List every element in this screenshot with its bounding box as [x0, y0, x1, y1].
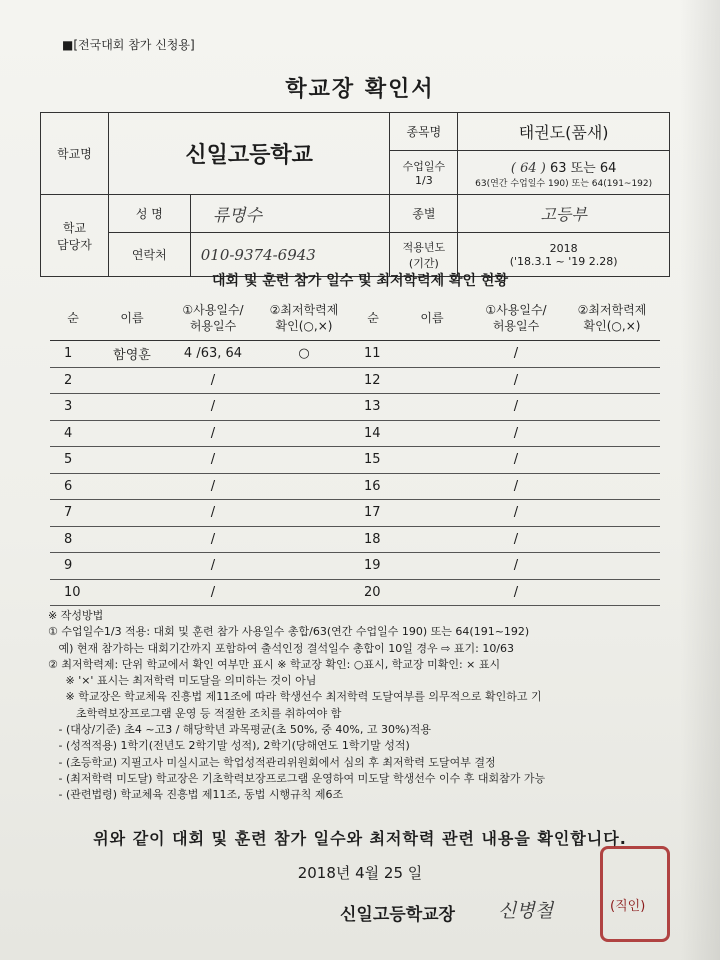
row-min-left — [258, 473, 350, 500]
row-min-right — [564, 394, 660, 421]
row-days-right: / — [468, 553, 564, 580]
row-name-right — [396, 553, 468, 580]
row-name-right — [396, 473, 468, 500]
row-days-left: / — [168, 394, 258, 421]
row-days-left: / — [168, 447, 258, 474]
document-date: 2018년 4월 25 일 — [297, 864, 423, 882]
instruction-line: ※ 학교장은 학교체육 진흥법 제11조에 따라 학생선수 최저학력 도달여부를 의무적으로 확인하고 기 — [48, 690, 542, 704]
table-header — [50, 296, 660, 341]
manager-name: 류명수 — [190, 195, 390, 233]
page-shadow — [680, 0, 720, 960]
school-days-label: 수업일수 1/3 — [390, 151, 458, 195]
row-name-right — [396, 420, 468, 447]
principal-title: 신일고등학교장 — [340, 905, 455, 925]
table-row — [50, 473, 660, 500]
row-days-right: / — [468, 473, 564, 500]
category-value: 고등부 — [458, 195, 670, 233]
row-name-left — [96, 526, 168, 553]
row-min-left: ○ — [258, 341, 350, 368]
row-name-left — [96, 447, 168, 474]
instruction-line: - (대상/기준) 초4 ~고3 / 해당학년 과목평균(초 50%, 중 40%, 고 30%)적용 — [48, 723, 431, 737]
row-min-right — [564, 526, 660, 553]
table-row — [50, 367, 660, 394]
school-days-note: 63(연간 수업일수 190) 또는 64(191~192) — [475, 178, 653, 189]
row-order-right: 12 — [350, 367, 396, 394]
table-row — [50, 579, 660, 606]
row-order-right: 13 — [350, 394, 396, 421]
school-days-value — [458, 151, 670, 195]
row-min-left — [258, 420, 350, 447]
instruction-line: ※ '×' 표시는 최저학력 미도달을 의미하는 것이 아님 — [48, 674, 317, 688]
row-days-right: / — [468, 500, 564, 527]
row-name-left — [96, 553, 168, 580]
row-order-left: 3 — [50, 394, 96, 421]
instruction-line: - (초등학교) 지필고사 미실시교는 학업성적관리위원회에서 심의 후 최저학력 도달여부 결정 — [48, 755, 496, 769]
sport-label: 종목명 — [390, 113, 458, 151]
year-value: 2018 ('18.3.1 ~ '19 2.28) — [458, 233, 670, 277]
row-min-right — [564, 500, 660, 527]
row-name-left — [96, 579, 168, 606]
header-days-right: ①사용일수/ 허용일수 — [468, 296, 564, 341]
row-min-right — [564, 553, 660, 580]
table-row — [50, 420, 660, 447]
row-order-left: 4 — [50, 420, 96, 447]
row-days-left: 4 /63, 64 — [168, 341, 258, 368]
instruction-line: - (성적적용) 1학기(전년도 2학기말 성적), 2학기(당해연도 1학기말 성적) — [48, 739, 410, 753]
row-days-left: / — [168, 420, 258, 447]
manager-name-label: 성 명 — [108, 195, 190, 233]
table-row — [50, 526, 660, 553]
row-order-left: 8 — [50, 526, 96, 553]
table-row — [50, 553, 660, 580]
row-min-right — [564, 367, 660, 394]
row-name-left: 함영훈 — [96, 341, 168, 368]
row-order-left: 9 — [50, 553, 96, 580]
row-days-right: / — [468, 394, 564, 421]
participation-table — [50, 296, 660, 606]
row-name-right — [396, 579, 468, 606]
confirmation-statement: 위와 같이 대회 및 훈련 참가 일수와 최저학력 관련 내용을 확인합니다. — [93, 829, 627, 848]
row-min-right — [564, 341, 660, 368]
table-row — [50, 341, 660, 368]
document-title: 학교장 확인서 — [285, 77, 435, 102]
instruction-line: ※ 작성방법 — [48, 609, 104, 622]
table-row — [50, 394, 660, 421]
official-seal — [600, 846, 670, 942]
sport-value: 태권도(품새) — [458, 113, 670, 151]
row-name-right — [396, 447, 468, 474]
row-order-left: 2 — [50, 367, 96, 394]
row-name-right — [396, 526, 468, 553]
row-min-left — [258, 394, 350, 421]
instruction-line: ① 수업일수1/3 적용: 대회 및 훈련 참가 사용일수 총합/63(연간 수업일수 190) 또는 64(191~192) — [48, 625, 530, 639]
row-days-left: / — [168, 367, 258, 394]
row-days-left: / — [168, 473, 258, 500]
row-name-left — [96, 473, 168, 500]
school-info-table — [40, 112, 670, 277]
instruction-line: 예) 현재 참가하는 대회기간까지 포함하여 출석인정 결석일수 총합이 10일 경우 ⇨ 표기: 10/63 — [48, 641, 515, 655]
row-days-right: / — [468, 447, 564, 474]
principal-signature: 신병철 — [498, 900, 554, 922]
row-order-left: 6 — [50, 473, 96, 500]
row-name-left — [96, 367, 168, 394]
row-order-right: 14 — [350, 420, 396, 447]
row-order-right: 19 — [350, 553, 396, 580]
row-order-left: 5 — [50, 447, 96, 474]
instruction-line: 초학력보장프로그램 운영 등 적절한 조치를 취하여야 함 — [48, 706, 342, 720]
row-min-left — [258, 447, 350, 474]
row-days-left: / — [168, 500, 258, 527]
table-row — [50, 447, 660, 474]
school-name: 신일고등학교 — [108, 113, 390, 195]
table-body — [50, 341, 660, 606]
row-order-right: 20 — [350, 579, 396, 606]
header-min-left: ②최저학력제 확인(○,×) — [258, 296, 350, 341]
row-days-right: / — [468, 341, 564, 368]
row-order-right: 17 — [350, 500, 396, 527]
row-days-left: / — [168, 553, 258, 580]
row-name-left — [96, 394, 168, 421]
row-days-left: / — [168, 526, 258, 553]
instruction-line: - (관련법령) 학교체육 진흥법 제11조, 동법 시행규칙 제6조 — [48, 788, 344, 802]
year-label: 적용년도 (기간) — [390, 233, 458, 277]
row-min-left — [258, 500, 350, 527]
stamp-label: (직인) — [610, 899, 646, 914]
contact-label: 연락처 — [108, 233, 190, 277]
row-order-right: 15 — [350, 447, 396, 474]
row-name-right — [396, 394, 468, 421]
row-days-right: / — [468, 367, 564, 394]
instructions — [48, 608, 688, 804]
row-days-right: / — [468, 579, 564, 606]
row-min-left — [258, 553, 350, 580]
section-title: 대회 및 훈련 참가 일수 및 최저학력제 확인 현황 — [212, 273, 508, 289]
category-label: 종별 — [390, 195, 458, 233]
header-name-left: 이름 — [96, 296, 168, 341]
row-name-right — [396, 500, 468, 527]
school-name-label: 학교명 — [41, 113, 109, 195]
row-min-right — [564, 420, 660, 447]
manager-label: 학교 담당자 — [41, 195, 109, 277]
row-order-right: 11 — [350, 341, 396, 368]
row-name-left — [96, 420, 168, 447]
instruction-line: ② 최저학력제: 단위 학교에서 확인 여부만 표시 ※ 학교장 확인: ○표시, 학교장 미확인: × 표시 — [48, 657, 501, 671]
row-order-left: 1 — [50, 341, 96, 368]
header-order-left: 순 — [50, 296, 96, 341]
instruction-line: - (최저학력 미도달) 학교장은 기초학력보장프로그램 운영하여 미도달 학생선수 이수 후 대회참가 가능 — [48, 771, 546, 785]
header-order-right: 순 — [350, 296, 396, 341]
row-min-right — [564, 473, 660, 500]
header-days-left: ①사용일수/ 허용일수 — [168, 296, 258, 341]
row-order-left: 10 — [50, 579, 96, 606]
header-name-right: 이름 — [396, 296, 468, 341]
row-order-right: 18 — [350, 526, 396, 553]
row-min-left — [258, 526, 350, 553]
row-days-left: / — [168, 579, 258, 606]
row-min-right — [564, 447, 660, 474]
row-days-right: / — [468, 420, 564, 447]
contact-value: 010-9374-6943 — [190, 233, 390, 277]
row-name-left — [96, 500, 168, 527]
row-min-left — [258, 579, 350, 606]
row-min-left — [258, 367, 350, 394]
row-name-right — [396, 367, 468, 394]
row-order-left: 7 — [50, 500, 96, 527]
form-type-label: ■[전국대회 참가 신청용] — [62, 38, 195, 52]
school-days-tail: 63 또는 64 — [549, 160, 617, 176]
row-days-right: / — [468, 526, 564, 553]
table-row — [50, 500, 660, 527]
row-name-right — [396, 341, 468, 368]
school-days-handwritten: ( 64 ) — [510, 160, 546, 176]
row-order-right: 16 — [350, 473, 396, 500]
row-min-right — [564, 579, 660, 606]
header-min-right: ②최저학력제 확인(○,×) — [564, 296, 660, 341]
